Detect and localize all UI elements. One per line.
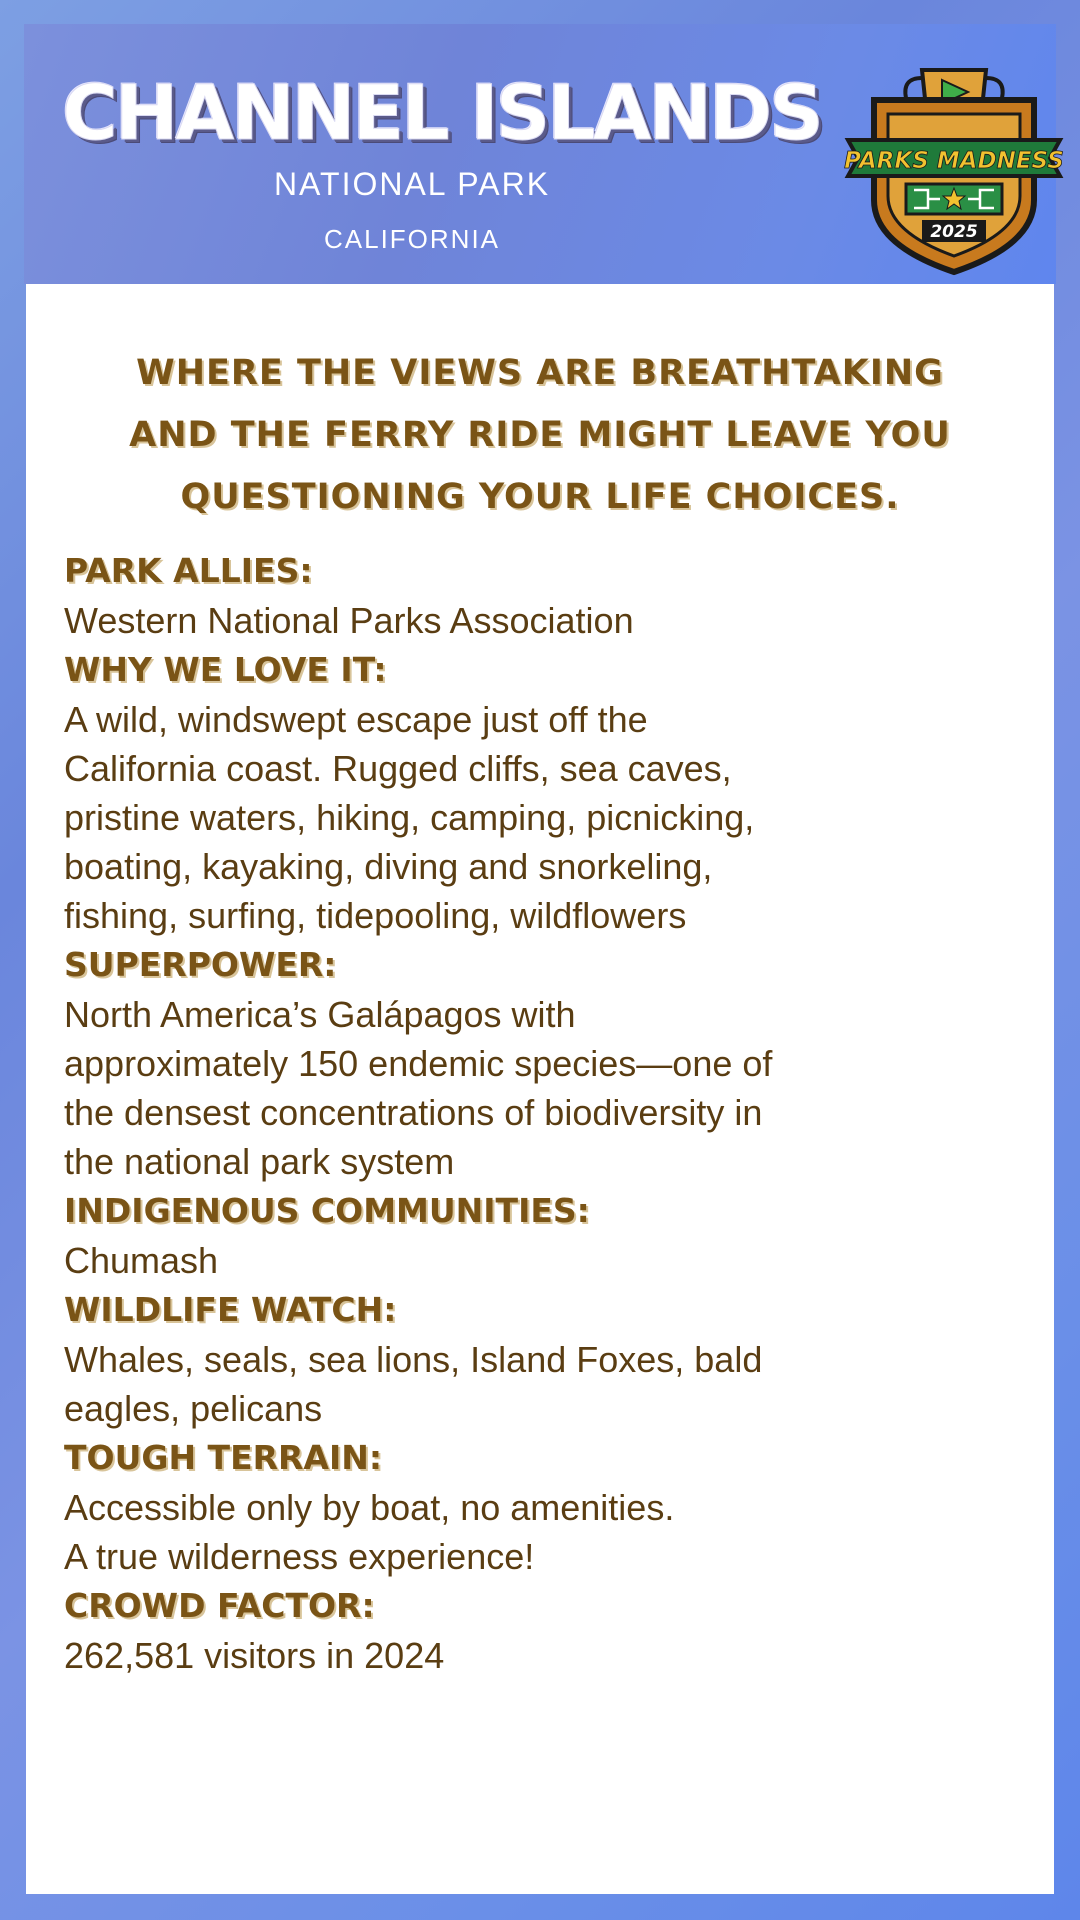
section-value-superpower: North America’s Galápagos with approximately 150 endemic species—one of the densest concentrations of biodiversity in the national park system (64, 994, 773, 1182)
section-value-indigenous-communities: Chumash (64, 1240, 219, 1281)
header-banner (24, 24, 1064, 284)
section-label-indigenous-communities: INDIGENOUS COMMUNITIES: (64, 1191, 590, 1230)
section-value-wildlife-watch: Whales, seals, sea lions, Island Foxes, bald eagles, pelicans (64, 1339, 763, 1429)
info-sections (64, 546, 1024, 1680)
badge-name-text: PARKS MADNESS (844, 148, 1064, 174)
section-label-crowd-factor: CROWD FACTOR: (64, 1586, 375, 1625)
tagline (76, 342, 1004, 528)
park-title: CHANNEL ISLANDS (62, 68, 821, 157)
badge-year: 2025 (930, 222, 978, 242)
section-value-park-allies: Western National Parks Association (64, 600, 634, 641)
info-card (26, 284, 1054, 1894)
section-label-park-allies: PARK ALLIES: (64, 551, 313, 590)
tagline-text: WHERE THE VIEWS ARE BREATHTAKING AND THE FERRY RIDE MIGHT LEAVE YOU QUESTIONING YOUR LIFE CHOICES. (129, 353, 951, 517)
section-label-tough-terrain: TOUGH TERRAIN: (64, 1438, 383, 1477)
park-subtitle: NATIONAL PARK (273, 166, 551, 202)
section-value-why-we-love-it: A wild, windswept escape just off the California coast. Rugged cliffs, sea caves, pristine waters, hiking, camping, picnicking, boating, kayaking, diving and snorkeling, fishing, surfing, tidepooling, wildflowers (64, 699, 755, 936)
section-label-why-we-love-it: WHY WE LOVE IT: (64, 650, 387, 689)
section-value-tough-terrain: Accessible only by boat, no amenities. A true wilderness experience! (64, 1487, 675, 1577)
park-state: CALIFORNIA (323, 224, 501, 254)
section-label-wildlife-watch: WILDLIFE WATCH: (64, 1290, 397, 1329)
section-value-crowd-factor: 262,581 visitors in 2024 (64, 1635, 445, 1676)
section-label-superpower: SUPERPOWER: (64, 945, 337, 984)
parks-madness-logo (844, 60, 1064, 280)
